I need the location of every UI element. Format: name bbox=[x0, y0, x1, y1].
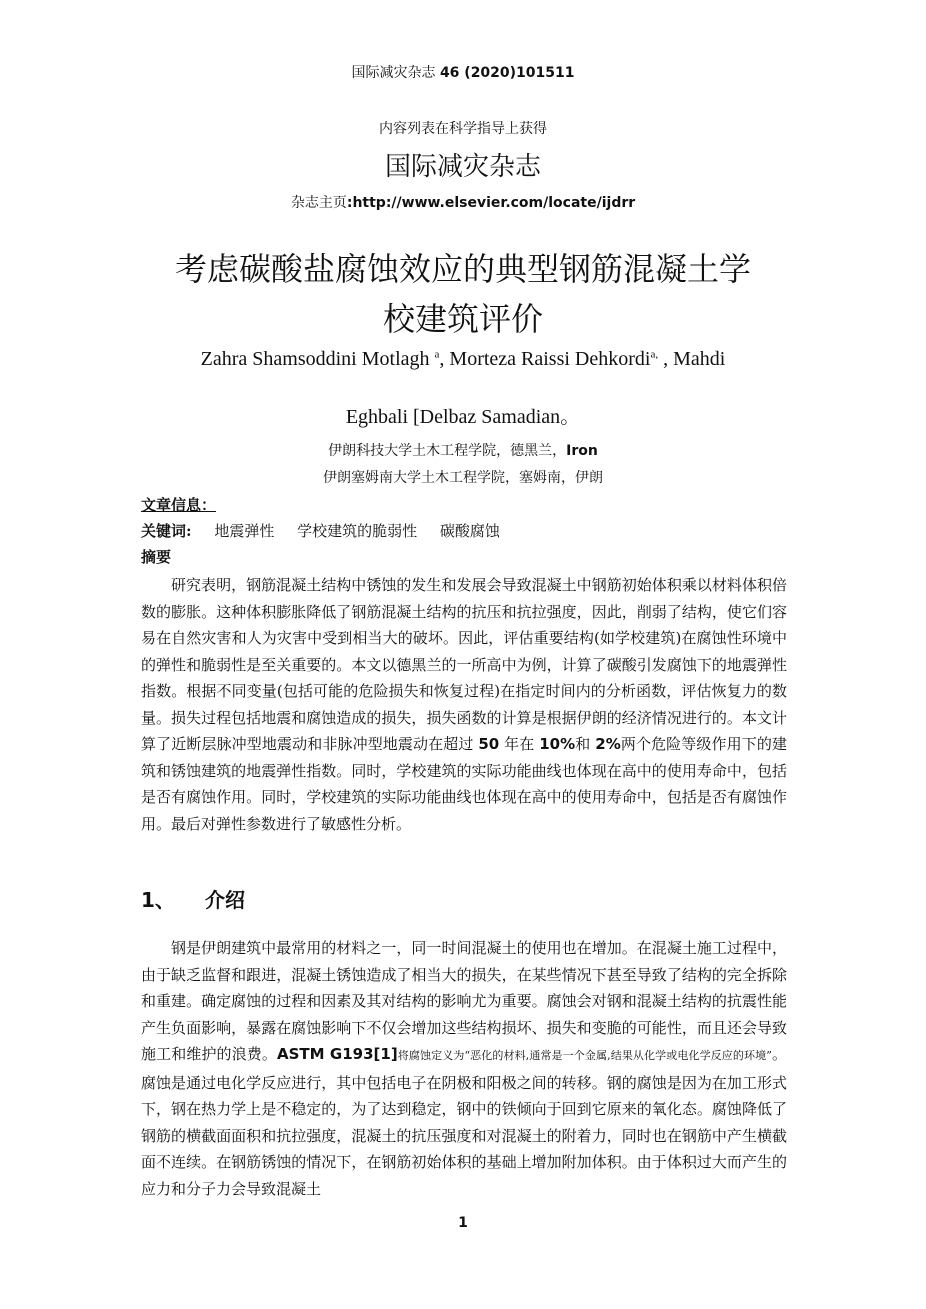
abstract-text bbox=[141, 572, 787, 837]
abstract-heading: 摘要 bbox=[141, 548, 172, 566]
paper-title bbox=[100, 244, 826, 344]
introduction-text bbox=[141, 935, 787, 1202]
homepage-url: :http://www.elsevier.com/locate/ijdrr bbox=[346, 195, 636, 211]
abstract-number: 50 bbox=[478, 735, 500, 753]
affiliation-1-text: 伊朗科技大学土木工程学院，德黑兰， bbox=[328, 443, 567, 459]
keywords bbox=[141, 520, 500, 541]
author-3: , Mahdi bbox=[658, 348, 726, 370]
abstract-part: 年在 bbox=[499, 735, 540, 753]
article-info-label: 文章信息： bbox=[141, 496, 217, 514]
intro-part: 。腐蚀是通过电化学反应进行，其中包括电子在阴极和阳极之间的转移。钢的腐蚀是因为在加工形式下，钢在热力学上是不稳定的，为了达到稳定，钢中的铁倾向于回到它原来的氧化态。腐蚀降低了钢筋的横截面面积和抗拉强度，混凝土的抗压强度和对混凝土的附着力，同时也在钢筋中产生横截面不连续。在钢筋锈蚀的情况下，在钢筋初始体积的基础上增加附加体积。由于体积过大而产生的应力和分子力会导致混凝土 bbox=[141, 1045, 787, 1198]
section-heading-introduction bbox=[141, 884, 245, 913]
astm-citation: ASTM G193[1] bbox=[277, 1045, 398, 1063]
author-2-affiliation: a, bbox=[650, 348, 659, 361]
homepage-label: 杂志主页 bbox=[290, 195, 347, 211]
section-number: 1、 bbox=[141, 888, 175, 912]
abstract-part: 研究表明，钢筋混凝土结构中锈蚀的发生和发展会导致混凝土中钢筋初始体积乘以材料体积倍数的膨胀。这种体积膨胀降低了钢筋混凝土结构的抗压和抗拉强度，因此，削弱了结构，使它们容易在自然灾害和人为灾害中受到相当大的破坏。因此，评估重要结构(如学校建筑)在腐蚀性环境中的弹性和脆弱性是至关重要的。本文以德黑兰的一所高中为例，计算了碳酸引发腐蚀下的地震弹性指数。根据不同变量(包括可能的危险损失和恢复过程)在指定时间内的分析函数，评估恢复力的数量。损失过程包括地震和腐蚀造成的损失，损失函数的计算是根据伊朗的经济情况进行的。本文计算了近断层脉冲型地震动和非脉冲型地震动在超过 bbox=[141, 576, 787, 753]
author-list bbox=[0, 348, 926, 371]
keyword-item: 地震弹性 bbox=[214, 522, 275, 540]
astm-definition-quote: 将腐蚀定义为“恶化的材料,通常是一个金属,结果从化学或电化学反应的环境” bbox=[397, 1049, 772, 1062]
journal-ref-name: 国际减灾杂志 bbox=[351, 65, 436, 81]
page-number: 1 bbox=[458, 1215, 468, 1231]
abstract-number: 2% bbox=[595, 735, 621, 753]
keywords-label: 关键词: bbox=[141, 522, 192, 540]
keyword-item: 学校建筑的脆弱性 bbox=[297, 522, 418, 540]
section-title: 介绍 bbox=[205, 888, 245, 912]
journal-name: 国际减灾杂志 bbox=[384, 152, 541, 182]
intro-part: 钢是伊朗建筑中最常用的材料之一，同一时间混凝土的使用也在增加。在混凝土施工过程中，由于缺乏监督和跟进，混凝土锈蚀造成了相当大的损失，在某些情况下甚至导致了结构的完全拆除和重建。确定腐蚀的过程和因素及其对结构的影响尤为重要。腐蚀会对钢和混凝土结构的抗震性能产生负面影响，暴露在腐蚀影响下不仅会增加这些结构损坏、损失和变脆的可能性，而且还会导致施工和维护的浪费。 bbox=[141, 939, 787, 1063]
author-list-continued: Eghbali [Delbaz Samadian。 bbox=[345, 406, 581, 428]
author-1: Zahra Shamsoddini Motlagh bbox=[200, 348, 430, 370]
title-line-2: 校建筑评价 bbox=[382, 300, 543, 338]
affiliation-1-country: Iron bbox=[566, 443, 598, 459]
keyword-item: 碳酸腐蚀 bbox=[439, 522, 500, 540]
abstract-part: 和 bbox=[575, 735, 596, 753]
journal-homepage bbox=[0, 192, 926, 212]
contents-availability: 内容列表在科学指导上获得 bbox=[379, 121, 547, 137]
author-1-affiliation: a bbox=[434, 348, 440, 361]
abstract-number: 10% bbox=[539, 735, 576, 753]
journal-ref-issue: 46 (2020)101511 bbox=[439, 65, 575, 81]
affiliation-1 bbox=[0, 440, 926, 460]
affiliation-2: 伊朗塞姆南大学土木工程学院，塞姆南，伊朗 bbox=[323, 470, 603, 486]
author-2: , Morteza Raissi Dehkordi bbox=[439, 348, 651, 370]
journal-reference bbox=[0, 62, 926, 82]
abstract-part: 两个危险等级作用下的建筑和锈蚀建筑的地震弹性指数。同时，学校建筑的实际功能曲线也体现在高中的使用寿命中，包括是否有腐蚀作用。同时，学校建筑的实际功能曲线也体现在高中的使用寿命中，包括是否有腐蚀作用。最后对弹性参数进行了敏感性分析。 bbox=[141, 735, 787, 833]
title-line-1: 考虑碳酸盐腐蚀效应的典型钢筋混凝土学 bbox=[174, 250, 751, 288]
